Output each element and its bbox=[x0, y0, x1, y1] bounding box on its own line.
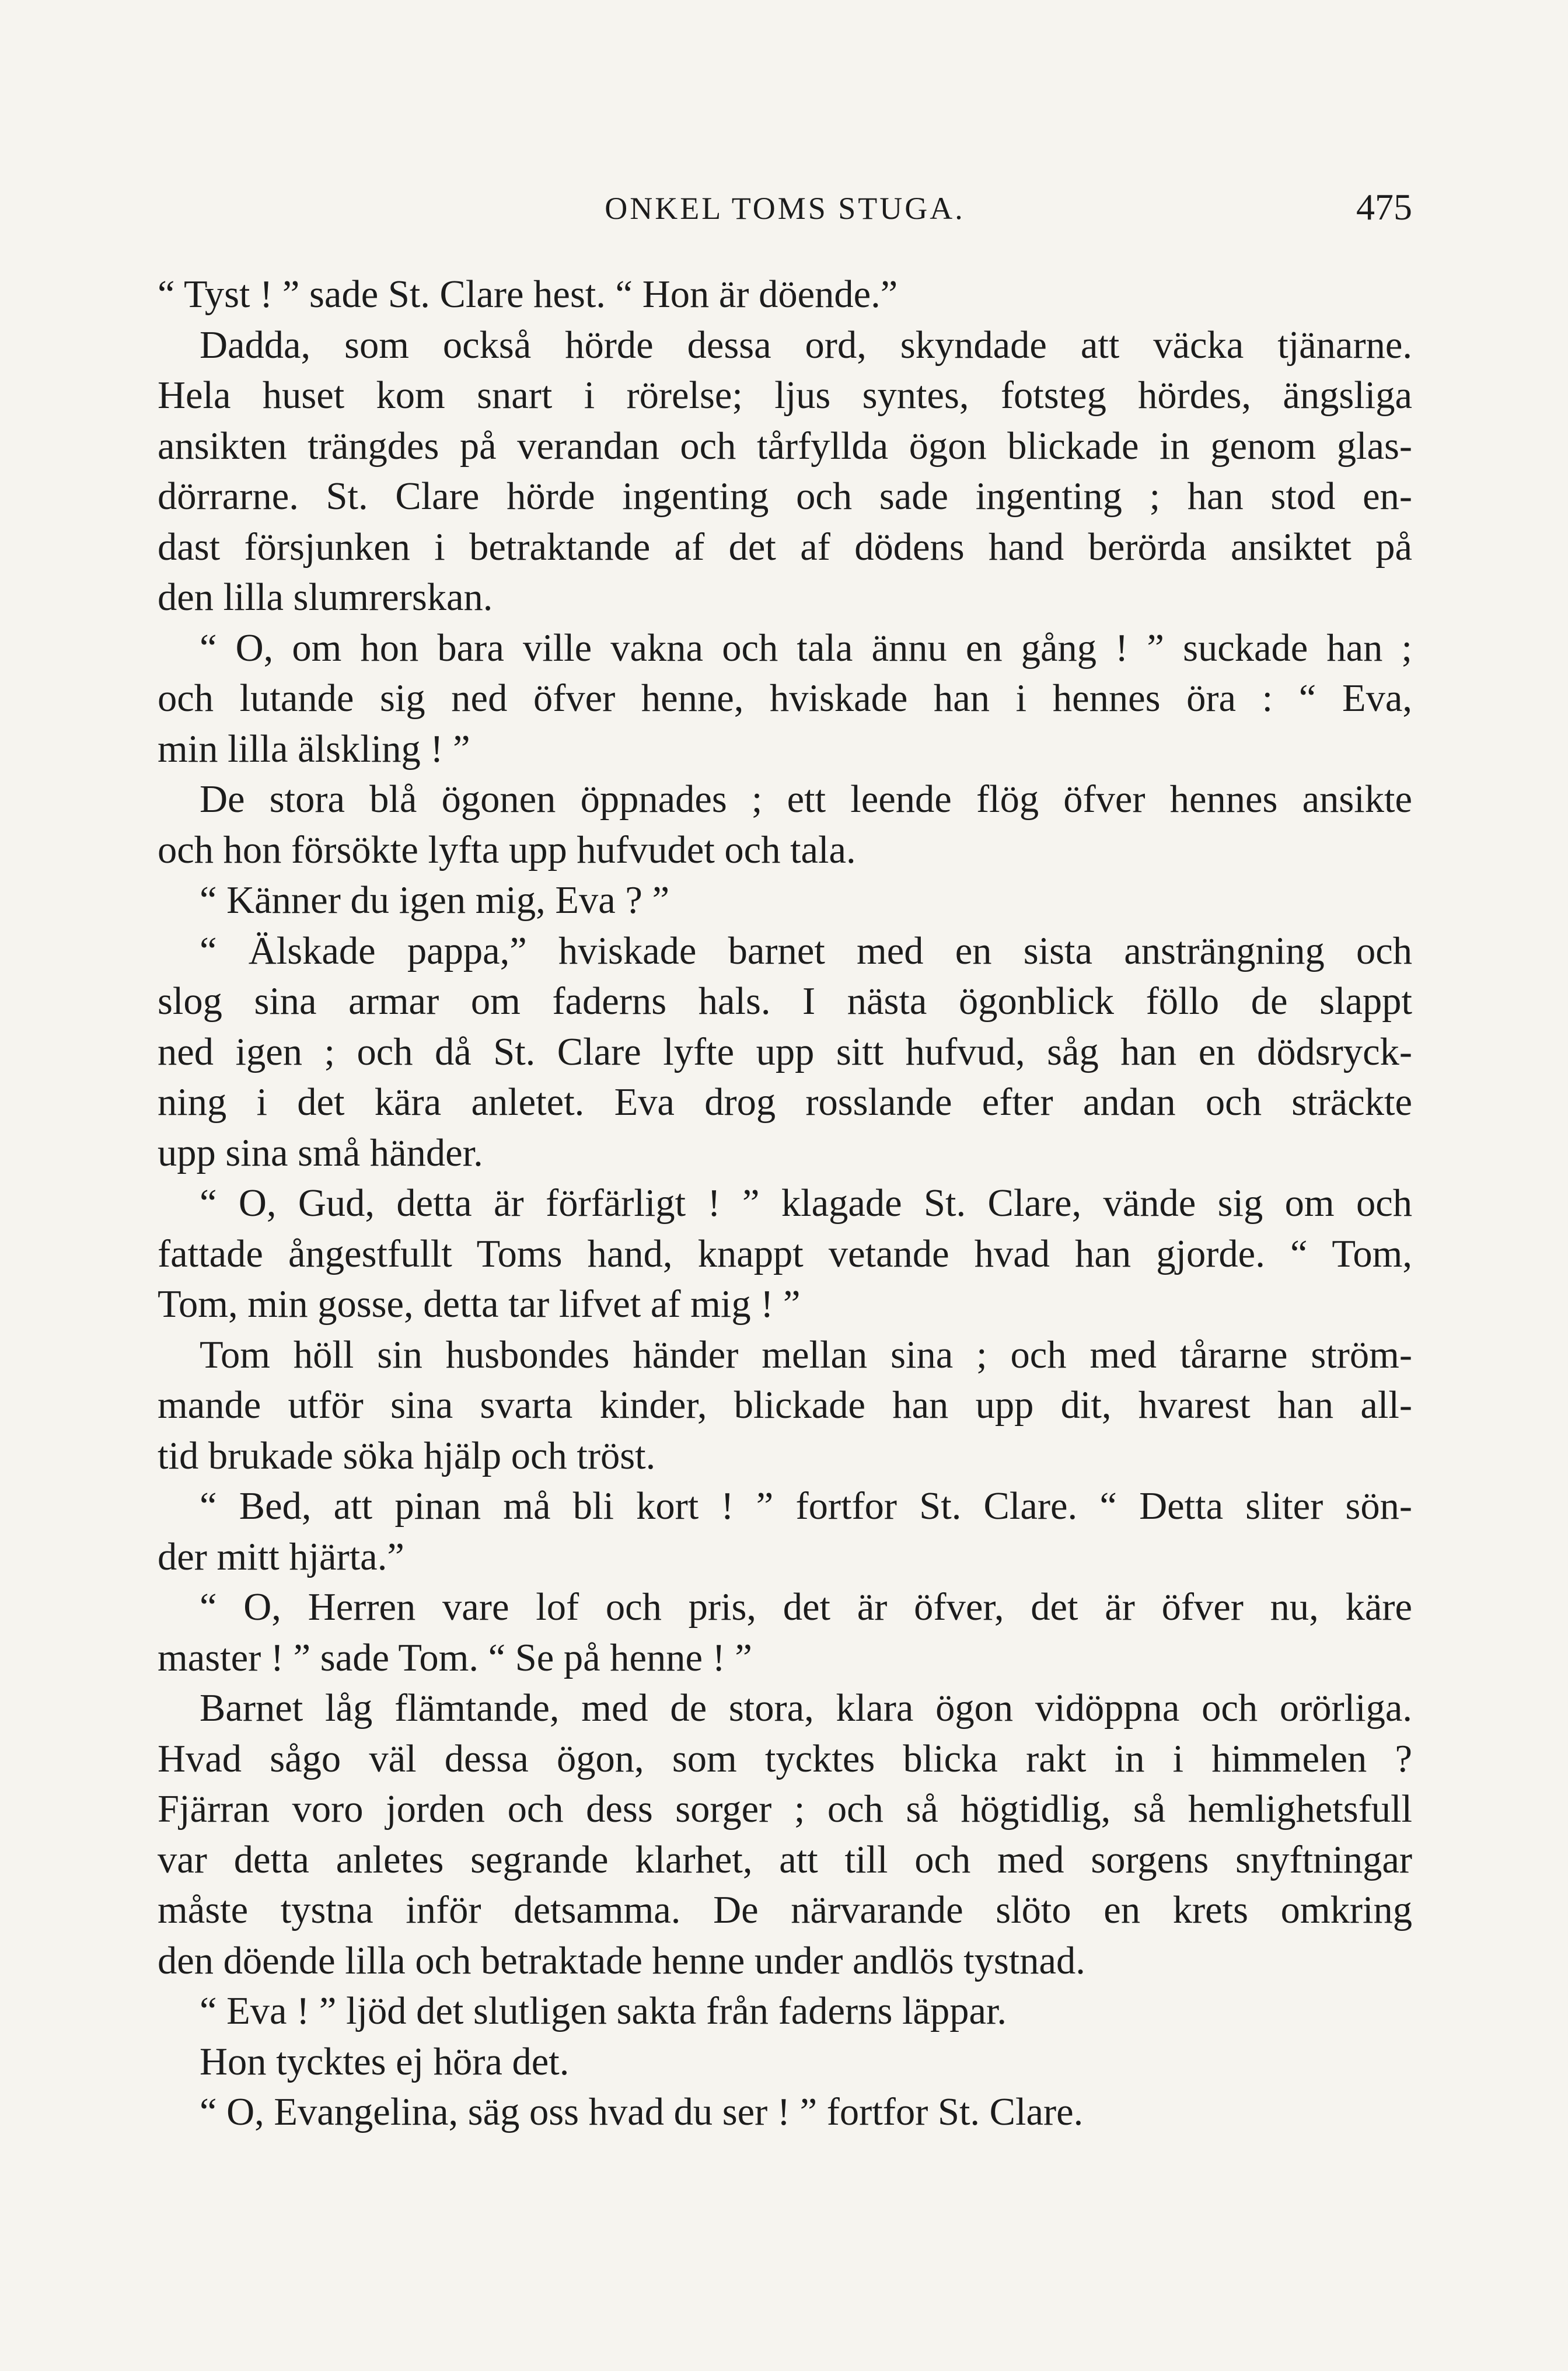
text-line: Dadda, som också hörde dessa ord, skyndade att väcka tjänarne. bbox=[200, 323, 1412, 367]
text-line: “ Älskade pappa,” hviskade barnet med en sista ansträngning och bbox=[200, 929, 1412, 972]
text-line: “ Tyst ! ” sade St. Clare hest. “ Hon är döende.” bbox=[158, 273, 898, 316]
text-line: fattade ångestfullt Toms hand, knappt vetande hvad han gjorde. “ Tom, bbox=[158, 1232, 1412, 1275]
text-line: den döende lilla och betraktade henne under andlös tystnad. bbox=[158, 1939, 1085, 1982]
text-line: “ O, Evangelina, säg oss hvad du ser ! ” fortfor St. Clare. bbox=[200, 2091, 1084, 2133]
running-title: ONKEL TOMS STUGA. bbox=[605, 191, 965, 226]
text-line: och hon försökte lyfta upp hufvudet och tala. bbox=[158, 828, 856, 871]
text-line: och lutande sig ned öfver henne, hviskade han i hennes öra : “ Eva, bbox=[158, 677, 1412, 720]
page-number: 475 bbox=[1356, 186, 1412, 228]
running-head bbox=[158, 186, 1412, 238]
text-line: Barnet låg flämtande, med de stora, klara ögon vidöppna och orörliga. bbox=[200, 1687, 1412, 1730]
text-line: ning i det kära anletet. Eva drog rosslande efter andan och sträckte bbox=[158, 1081, 1412, 1124]
text-line: mande utför sina svarta kinder, blickade han upp dit, hvarest han all- bbox=[158, 1384, 1412, 1427]
text-line: “ Känner du igen mig, Eva ? ” bbox=[200, 879, 670, 922]
text-line: dast försjunken i betraktande af det af dödens hand berörda ansiktet på bbox=[158, 525, 1412, 569]
text-line: slog sina armar om faderns hals. I nästa ögonblick föllo de slappt bbox=[158, 980, 1412, 1023]
text-line: den lilla slumrerskan. bbox=[158, 576, 493, 619]
text-line: master ! ” sade Tom. “ Se på henne ! ” bbox=[158, 1636, 752, 1679]
text-line: Hela huset kom snart i rörelse; ljus syntes, fotsteg hördes, ängsliga bbox=[158, 374, 1412, 417]
text-line: “ Bed, att pinan må bli kort ! ” fortfor St. Clare. “ Detta sliter sön- bbox=[200, 1485, 1412, 1528]
text-line: min lilla älskling ! ” bbox=[158, 727, 470, 770]
text-line: “ O, Gud, detta är förfärligt ! ” klagade St. Clare, vände sig om och bbox=[200, 1182, 1412, 1225]
text-line: Tom höll sin husbondes händer mellan sina ; och med tårarne ström- bbox=[200, 1333, 1412, 1376]
text-line: Fjärran voro jorden och dess sorger ; och så högtidlig, så hemlighetsfull bbox=[158, 1788, 1412, 1830]
body-text bbox=[158, 270, 1412, 2138]
text-line: upp sina små händer. bbox=[158, 1131, 483, 1174]
text-line: Tom, min gosse, detta tar lifvet af mig ! ” bbox=[158, 1283, 801, 1326]
text-line: var detta anletes segrande klarhet, att till och med sorgens snyftningar bbox=[158, 1838, 1412, 1881]
text-line: “ O, Herren vare lof och pris, det är öfver, det är öfver nu, käre bbox=[200, 1586, 1412, 1629]
text-line: dörrarne. St. Clare hörde ingenting och sade ingenting ; han stod en- bbox=[158, 475, 1412, 518]
text-line: “ O, om hon bara ville vakna och tala ännu en gång ! ” suckade han ; bbox=[200, 626, 1412, 670]
text-line: ansikten trängdes på verandan och tårfyllda ögon blickade in genom glas- bbox=[158, 424, 1412, 468]
text-line: tid brukade söka hjälp och tröst. bbox=[158, 1434, 656, 1477]
text-line: De stora blå ögonen öppnades ; ett leende flög öfver hennes ansikte bbox=[200, 778, 1412, 821]
text-line: “ Eva ! ” ljöd det slutligen sakta från faderns läppar. bbox=[200, 1990, 1007, 2032]
text-line: der mitt hjärta.” bbox=[158, 1535, 404, 1578]
text-line: Hvad sågo väl dessa ögon, som tycktes blicka rakt in i himmelen ? bbox=[158, 1737, 1412, 1780]
text-line: Hon tycktes ej höra det. bbox=[200, 2040, 570, 2083]
text-line: ned igen ; och då St. Clare lyfte upp sitt hufvud, såg han en dödsryck- bbox=[158, 1030, 1412, 1073]
text-line: måste tystna inför detsamma. De närvarande slöto en krets omkring bbox=[158, 1889, 1412, 1931]
